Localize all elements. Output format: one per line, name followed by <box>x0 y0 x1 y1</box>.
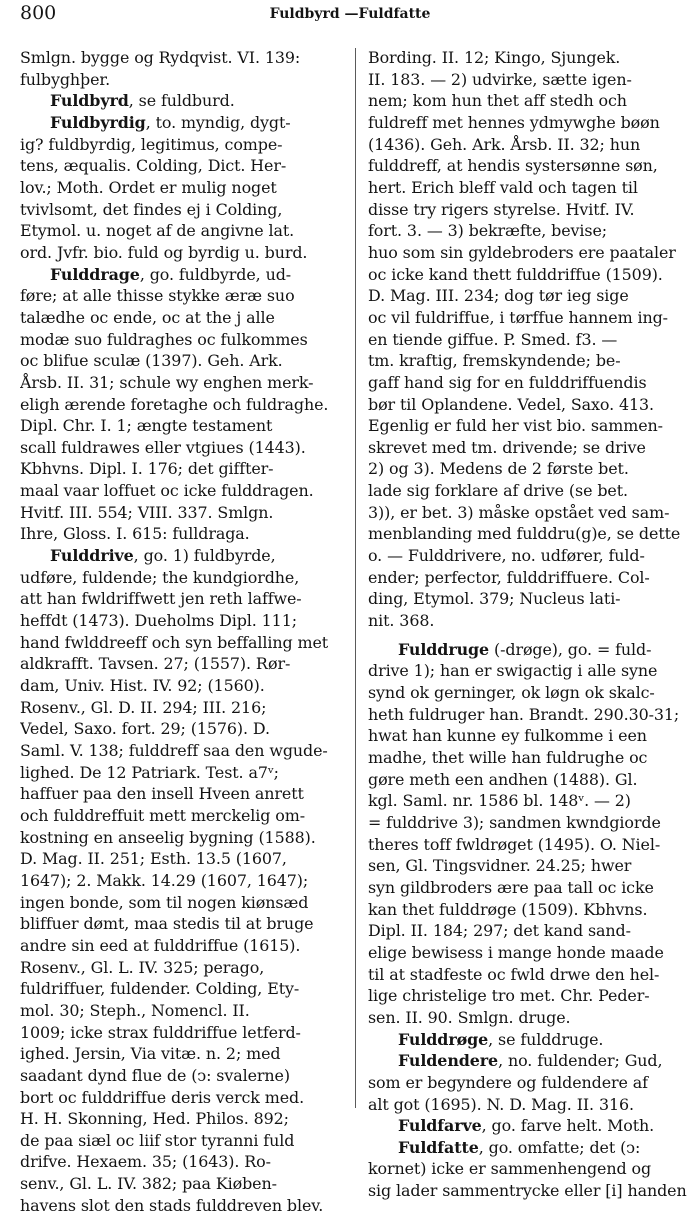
text-line: disse try rigers styrelse. Hvitf. IV. <box>368 199 635 219</box>
text-line: Rosenv., Gl. L. IV. 325; perago, <box>20 957 265 977</box>
text-line: bort oc fulddriffue deris verck med. <box>20 1087 305 1107</box>
text-line: 3)), er bet. 3) måske opstået ved sam- <box>368 502 670 522</box>
text-line: kan thet fulddrøge (1509). Kbhvns. <box>368 899 648 919</box>
right-column <box>368 47 688 1202</box>
text-line: Årsb. II. 31; schule wy enghen merk- <box>20 372 314 392</box>
text-line: ingen bonde, som til nogen kiønsæd <box>20 892 309 912</box>
text-line: maal vaar loffuet oc icke fulddragen. <box>20 481 314 501</box>
text-line: oc vil fuldriffue, i tørffue hannem ing- <box>368 307 668 327</box>
text-line: II. 183. — 2) udvirke, sætte igen- <box>368 69 632 89</box>
text-line: fuldriffuer, fuldender. Colding, Ety- <box>20 979 300 999</box>
text-line: madhe, thet wille han fuldrughe oc <box>368 748 648 767</box>
left-column <box>20 47 343 1216</box>
text-line: ighed. Jersin, Via vitæ. n. 2; med <box>20 1044 281 1064</box>
text-line: Fuldfarve, go. farve helt. Moth. <box>398 1116 655 1136</box>
text-line: dam, Univ. Hist. IV. 92; (1560). <box>20 676 265 696</box>
headword: Fulddrøge <box>398 1029 489 1049</box>
text-line: talædhe oc ende, oc at the j alle <box>20 307 275 327</box>
text-line: Rosenv., Gl. D. II. 294; III. 216; <box>20 697 267 717</box>
text-line: haffuer paa den insell Hveen anrett <box>20 784 304 804</box>
page-header <box>20 2 680 32</box>
text-line: lov.; Moth. Ordet er mulig noget <box>20 177 277 197</box>
text-line: lighed. De 12 Patriark. Test. a7ᵛ; <box>20 762 279 782</box>
text-line: = fulddrive 3); sandmen kwndgiorde <box>368 812 661 832</box>
text-line: aldkrafft. Tavsen. 27; (1557). Rør- <box>20 654 291 674</box>
text-line: tm. kraftig, fremskyndende; be- <box>368 351 621 371</box>
text-line: Fuldbyrd, se fuldburd. <box>50 91 235 111</box>
text-line: fort. 3. — 3) bekræfte, bevise; <box>368 221 608 241</box>
text-line: H. H. Skonning, Hed. Philos. 892; <box>20 1109 289 1129</box>
text-line: de paa siæl oc liif stor tyranni fuld <box>20 1130 295 1150</box>
text-line: Vedel, Saxo. fort. 29; (1576). D. <box>20 719 270 739</box>
text-line: Etymol. u. noget af de angivne lat. <box>20 221 295 241</box>
text-line: ord. Jvfr. bio. fuld og byrdig u. burd. <box>20 242 308 262</box>
text-line: Egenlig er fuld her vist bio. sammen- <box>368 416 663 436</box>
text-line: sen, Gl. Tingsvidner. 24.25; hwer <box>368 856 632 876</box>
headword: Fulddrage <box>50 264 140 284</box>
headword: Fuldfatte <box>398 1137 479 1157</box>
column-divider <box>355 48 356 1108</box>
text-line: senv., Gl. L. IV. 382; paa Kiøben- <box>20 1174 277 1194</box>
headword: Fuldfarve <box>398 1116 482 1136</box>
text-line: lade sig forklare af drive (se bet. <box>368 481 628 501</box>
text-line: kornet) icke er sammenhengend og <box>368 1159 652 1179</box>
text-line: føre; at alle thisse stykke æræ suo <box>20 286 295 306</box>
text-line: oc blifue sculæ (1397). Geh. Ark. <box>20 351 283 371</box>
text-line: scall fuldrawes eller vtgiues (1443). <box>20 437 306 457</box>
text-line: fulddreff, at hendis systersønne søn, <box>368 156 658 176</box>
text-line: til at stadfeste oc fwld drwe den hel- <box>368 964 660 984</box>
text-line: Fuldbyrdig, to. myndig, dygt- <box>50 112 291 132</box>
text-line: sen. II. 90. Smlgn. druge. <box>368 1007 571 1027</box>
text-line: nit. 368. <box>368 611 435 631</box>
text-line: fuldreff met hennes ydmywghe bøøn <box>368 112 660 132</box>
text-line: bliffuer dømt, maa stedis til at bruge <box>20 914 314 934</box>
text-line: modæ suo fuldraghes oc fulkommes <box>20 329 308 349</box>
text-line: Hvitf. III. 554; VIII. 337. Smlgn. <box>20 502 274 522</box>
text-line: nem; kom hun thet aff stedh och <box>368 91 627 111</box>
text-line: theres toff fwldrøget (1495). O. Niel- <box>368 834 661 854</box>
text-line: synd ok gerninger, ok løgn ok skalc- <box>368 683 655 703</box>
text-line: oc icke kand thett fulddriffue (1509). <box>368 264 663 284</box>
text-line: tens, æqualis. Colding, Dict. Her- <box>20 156 287 176</box>
text-line: Fuldfatte, go. omfatte; det (ↄ: <box>398 1137 641 1157</box>
text-line: ig? fuldbyrdig, legitimus, compe- <box>20 134 283 154</box>
text-line: kgl. Saml. nr. 1586 bl. 148ᵛ. — 2) <box>368 791 631 811</box>
text-line: Dipl. Chr. I. 1; ængte testament <box>20 416 273 436</box>
text-line: saadant dynd flue de (ↄ: svalerne) <box>20 1065 290 1085</box>
text-line: hand fwlddreeff och syn beffalling met <box>20 632 329 652</box>
text-line: bør til Oplandene. Vedel, Saxo. 413. <box>368 394 654 414</box>
text-line: heffdt (1473). Dueholms Dipl. 111; <box>20 611 297 631</box>
text-line: ender; perfector, fulddriffuere. Col- <box>368 567 650 587</box>
text-line: syn gildbroders ære paa tall oc icke <box>368 877 654 897</box>
text-line: Fulddruge (-drøge), go. = fuld- <box>398 639 652 659</box>
text-line: alt got (1695). N. D. Mag. II. 316. <box>368 1094 634 1114</box>
text-line: fulbyghþer. <box>20 69 111 89</box>
text-line: 1009; icke strax fulddriffue letferd- <box>20 1022 301 1042</box>
text-line: eligh ærende foretaghe och fuldraghe. <box>20 394 329 414</box>
text-line: Ihre, Gloss. I. 615: fulldraga. <box>20 524 250 544</box>
text-line: gaff hand sig for en fulddriffuendis <box>368 372 647 392</box>
text-line: D. Mag. III. 234; dog tør ieg sige <box>368 286 629 306</box>
text-line: drifve. Hexaem. 35; (1643). Ro- <box>20 1152 271 1172</box>
text-line: Fulddrøge, se fulddruge. <box>398 1029 604 1049</box>
text-line: kostning en anseelig bygning (1588). <box>20 827 316 847</box>
paragraph-gap <box>368 632 688 639</box>
headword: Fuldbyrdig <box>50 112 146 132</box>
text-line: en tiende giffue. P. Smed. f3. — <box>368 329 618 349</box>
text-line: tvivlsomt, det findes ej i Colding, <box>20 199 283 219</box>
text-line: Saml. V. 138; fulddreff saa den wgude- <box>20 741 328 760</box>
text-line: och fulddreffuit mett merckelig om- <box>20 805 305 825</box>
text-line: ding, Etymol. 379; Nucleus lati- <box>368 589 621 609</box>
text-line: hert. Erich bleff vald och tagen til <box>368 177 638 197</box>
running-head: Fuldbyrd —Fuldfatte <box>269 6 431 22</box>
text-line: Dipl. II. 184; 297; det kand sand- <box>368 921 631 941</box>
text-line: som er begyndere og fuldendere af <box>368 1072 648 1092</box>
text-line: Kbhvns. Dipl. I. 176; det giffter- <box>20 459 274 479</box>
text-line: 1647); 2. Makk. 14.29 (1607, 1647); <box>20 870 309 890</box>
text-line: drive 1); han er swigactig i alle syne <box>368 661 658 681</box>
text-line: elige bewisess i mange honde maade <box>368 942 664 962</box>
text-line: huo som sin gyldebroders ere paataler <box>368 242 676 262</box>
text-line: menblanding med fulddru(g)e, se dette <box>368 524 681 544</box>
text-line: Fulddrive, go. 1) fuldbyrde, <box>50 546 276 566</box>
text-line: Fulddrage, go. fuldbyrde, ud- <box>50 264 292 284</box>
text-line: Bording. II. 12; Kingo, Sjungek. <box>368 48 621 67</box>
text-line: att han fwldriffwett jen reth laffwe- <box>20 589 302 609</box>
text-line: skrevet med tm. drivende; se drive <box>368 437 646 457</box>
text-line: Fuldendere, no. fuldender; Gud, <box>398 1051 663 1071</box>
text-line: mol. 30; Steph., Nomencl. II. <box>20 1000 250 1020</box>
text-line: gøre meth een andhen (1488). Gl. <box>368 769 638 789</box>
text-line: o. — Fulddrivere, no. udfører, fuld- <box>368 546 645 566</box>
page-number: 800 <box>20 2 57 24</box>
text-line: (1436). Geh. Ark. Årsb. II. 32; hun <box>368 134 641 154</box>
headword: Fuldendere <box>398 1051 499 1071</box>
text-line: 2) og 3). Medens de 2 første bet. <box>368 459 629 479</box>
text-line: hwat han kunne ey fulkomme i een <box>368 726 647 746</box>
text-line: heth fuldruger han. Brandt. 290.30-31; <box>368 704 680 724</box>
text-line: sig lader sammentrycke eller [i] handen <box>368 1181 687 1201</box>
text-line: udføre, fuldende; the kundgiordhe, <box>20 567 300 587</box>
headword: Fulddrive <box>50 546 134 566</box>
text-line: D. Mag. II. 251; Esth. 13.5 (1607, <box>20 849 287 869</box>
right-column-bottom <box>368 639 688 1202</box>
text-line: andre sin eed at fulddriffue (1615). <box>20 935 301 955</box>
text-line: Smlgn. bygge og Rydqvist. VI. 139: <box>20 48 301 67</box>
text-line: lige christelige tro met. Chr. Peder- <box>368 986 650 1006</box>
headword: Fulddruge <box>398 639 490 659</box>
text-line: havens slot den stads fulddreven blev. <box>20 1195 324 1215</box>
headword: Fuldbyrd <box>50 91 129 111</box>
right-column-top <box>368 47 688 632</box>
